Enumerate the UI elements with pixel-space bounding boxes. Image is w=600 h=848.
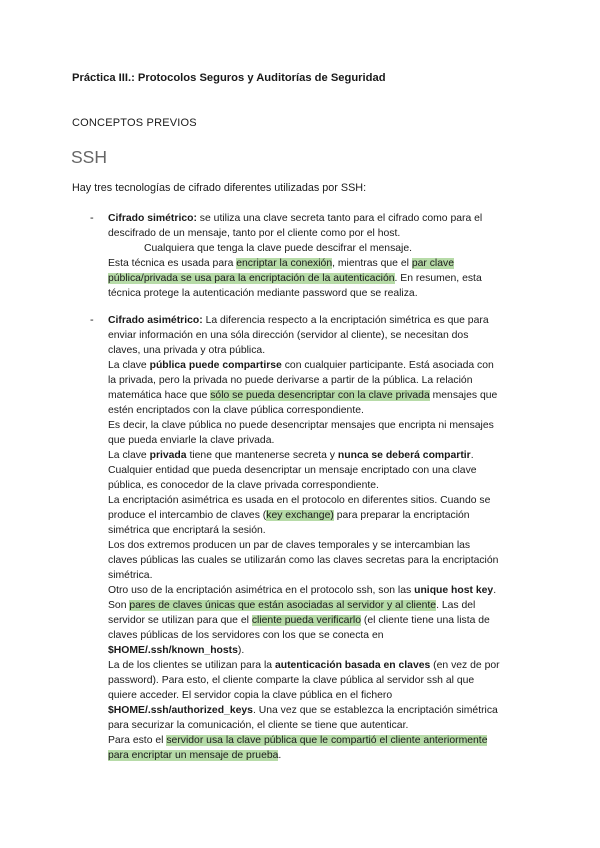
highlight: servidor usa la clave pública que le compartió el cliente anteriormente	[166, 735, 488, 746]
highlight: encriptar la conexión	[236, 258, 333, 269]
text-line: claves, una privada y otra pública.	[108, 345, 266, 356]
text-line: para securizar la comunicación, el cliente se tiene que autenticar.	[108, 720, 409, 731]
text-line: matemática hace que sólo se pueda desencriptar con la clave privada mensajes que	[108, 390, 498, 401]
highlight: sólo se pueda desencriptar con la clave privada	[210, 390, 430, 401]
text-line: Son pares de claves únicas que están asociadas al servidor y al cliente. Las del	[108, 600, 476, 611]
highlight: key exchange)	[266, 510, 334, 521]
text-line: produce el intercambio de claves (key exchange) para preparar la encriptación	[108, 510, 470, 521]
highlight: cliente pueda verificarlo	[251, 615, 361, 626]
text-line: la privada, pero la privada no puede derivarse a partir de la pública. La relación	[108, 375, 473, 386]
page-title: Práctica III.: Protocolos Seguros y Auditorías de Seguridad	[72, 72, 386, 84]
text-line: estén encriptados con la clave pública correspondiente.	[108, 405, 364, 416]
text-line: técnica protege la autenticación mediante password que se realiza.	[108, 288, 418, 299]
text-line: Cifrado simétrico: se utiliza una clave secreta tanto para el cifrado como para el	[108, 213, 483, 224]
text-line: password). Para esto, el cliente comparte la clave pública al servidor ssh al que	[108, 675, 475, 686]
text-line: que pueda enviarle la clave privada.	[108, 435, 275, 446]
text-line: Esta técnica es usada para encriptar la conexión, mientras que el par clave	[108, 258, 454, 269]
text-line: Para esto el servidor usa la clave pública que le compartió el cliente anteriormente	[108, 735, 488, 746]
text-line: Otro uso de la encriptación asimétrica en el protocolo ssh, son las unique host key.	[108, 585, 497, 596]
text-line: para encriptar un mensaje de prueba.	[108, 750, 282, 761]
highlight: pares de claves únicas que están asociadas al servidor y al cliente	[129, 600, 437, 611]
bullet-marker: -	[90, 314, 94, 326]
text-line: Es decir, la clave pública no puede desencriptar mensajes que encripta ni mensajes	[108, 420, 494, 431]
text-line: enviar información en una sóla dirección (servidor al cliente), se necesitan dos	[108, 330, 469, 341]
highlight: par clave	[411, 258, 454, 269]
text-line: Cifrado asimétrico: La diferencia respecto a la encriptación simétrica es que para	[108, 315, 489, 326]
text-line: Los dos extremos producen un par de claves temporales y se intercambian las	[108, 540, 471, 551]
text-line: Cualquiera que tenga la clave puede descifrar el mensaje.	[144, 243, 413, 254]
text-line: $HOME/.ssh/authorized_keys. Una vez que se establezca la encriptación simétrica	[108, 705, 498, 716]
text-line: La de los clientes se utilizan para la autenticación basada en claves (en vez de por	[108, 660, 500, 671]
asymmetric-cipher-item	[108, 313, 538, 763]
text-line: quiere acceder. El servidor copia la clave pública en el fichero	[108, 690, 393, 701]
intro-paragraph: Hay tres tecnologías de cifrado diferentes utilizadas por SSH:	[72, 182, 367, 194]
term: Cifrado asimétrico:	[108, 315, 203, 326]
symmetric-cipher-item	[108, 211, 538, 301]
text-line: Cualquier entidad que pueda desencriptar un mensaje encriptado con una clave	[108, 465, 477, 476]
text-line: simétrica.	[108, 570, 153, 581]
highlight: pública/privada se usa para la encriptación de la autenticación	[108, 273, 395, 284]
text-line: La encriptación asimétrica es usada en el protocolo en diferentes sitios. Cuando se	[108, 495, 491, 506]
text-line: claves públicas de los servidores con los que se conecta en	[108, 630, 384, 641]
highlight: para encriptar un mensaje de prueba	[108, 750, 279, 761]
text-line: pública, es conocedor de la clave privada correspondiente.	[108, 480, 379, 491]
text-line: simétrica que encriptará la sesión.	[108, 525, 266, 536]
text-line: $HOME/.ssh/known_hosts).	[108, 645, 245, 656]
text-line: servidor se utilizan para que el cliente pueda verificarlo (el cliente tiene una lista de	[108, 615, 490, 626]
section-heading: SSH	[71, 147, 107, 167]
text-line: claves públicas las cuales se utilizarán como las claves secretas para la encriptación	[108, 555, 499, 566]
text-line: pública/privada se usa para la encriptación de la autenticación. En resumen, esta	[108, 273, 482, 284]
bullet-marker: -	[90, 212, 94, 224]
text-line: descifrado de un mensaje, tanto por el cliente como por el host.	[108, 228, 401, 239]
text-line: La clave privada tiene que mantenerse secreta y nunca se deberá compartir.	[108, 450, 474, 461]
section-subtitle: CONCEPTOS PREVIOS	[72, 117, 197, 129]
text-line: La clave pública puede compartirse con cualquier participante. Está asociada con	[108, 360, 494, 371]
term: Cifrado simétrico:	[108, 213, 197, 224]
